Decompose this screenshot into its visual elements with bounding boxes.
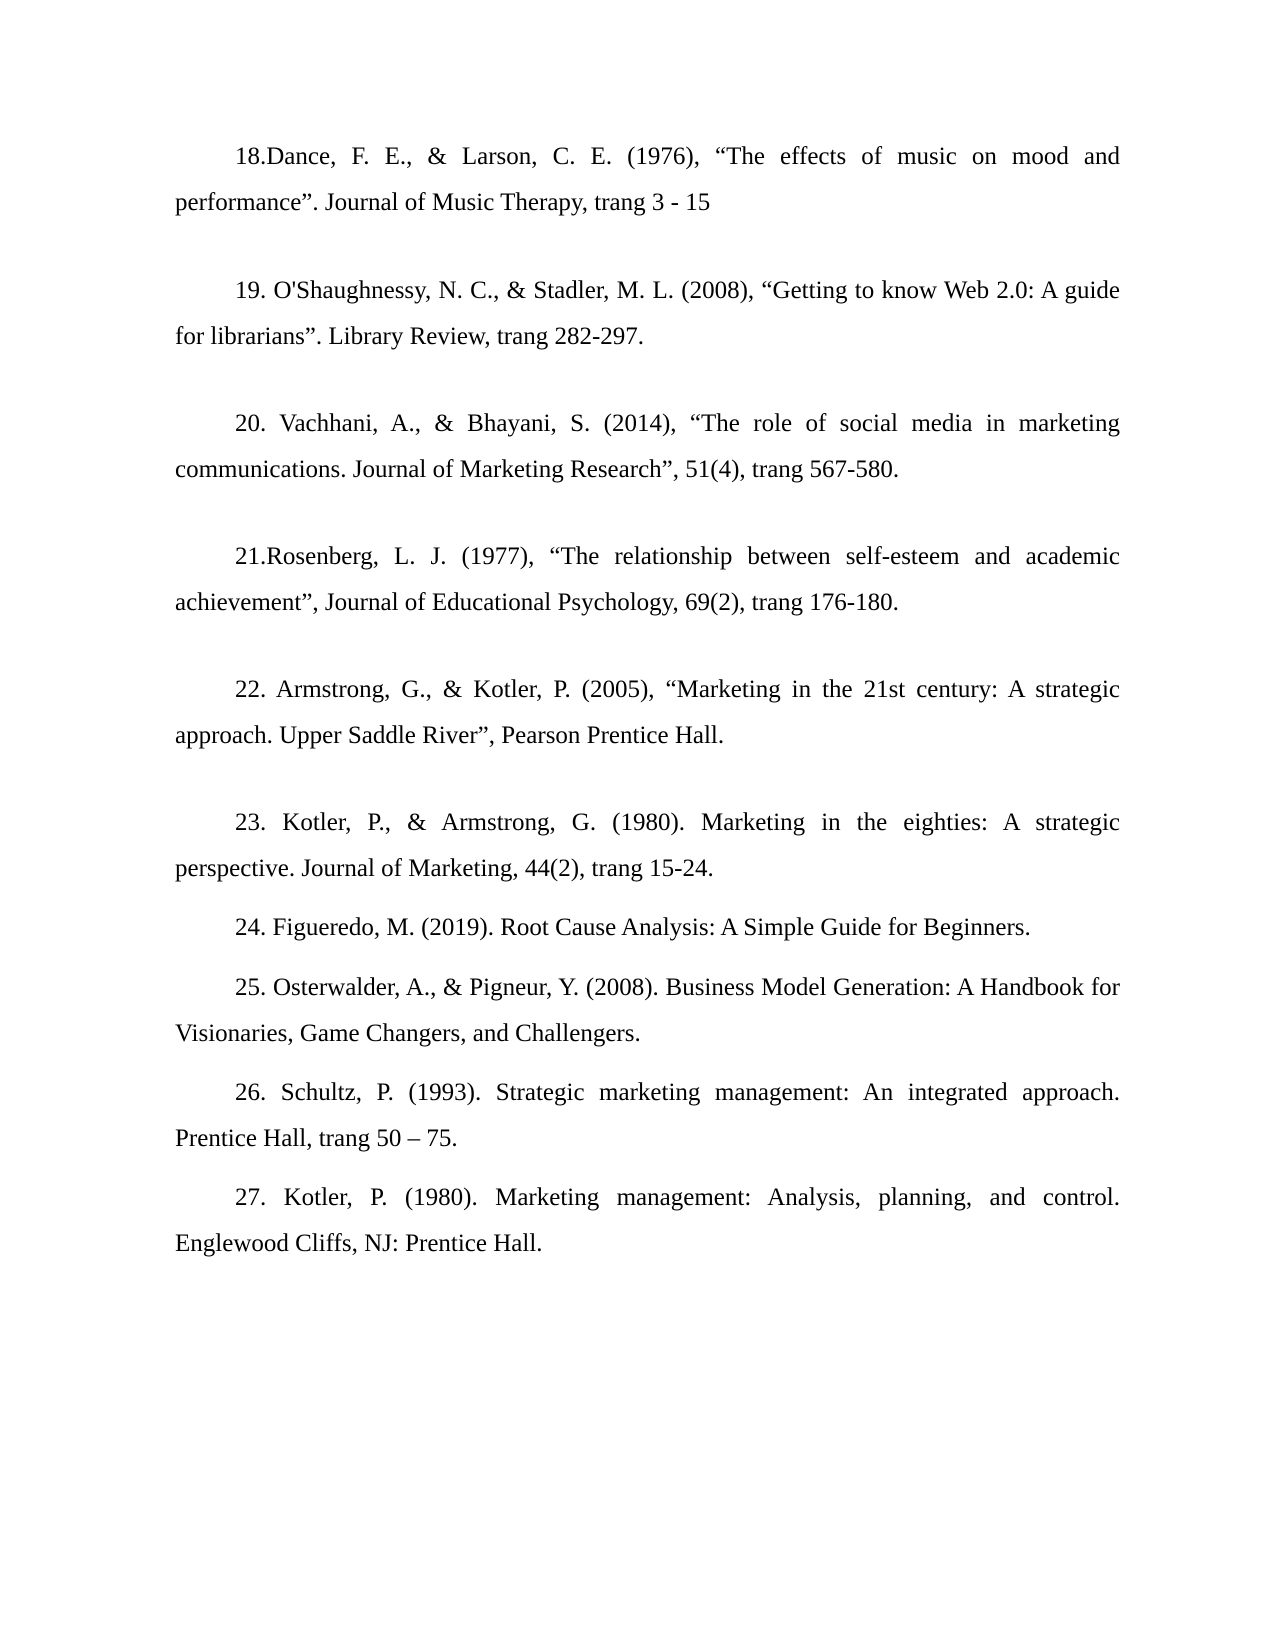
reference-18: 18.Dance, F. E., & Larson, C. E. (1976), “The effects of music on mood and performance”. Journal of Music Therapy, trang 3 - 15 — [175, 143, 1120, 216]
reference-22: 22. Armstrong, G., & Kotler, P. (2005), “Marketing in the 21st century: A strategic approach. Upper Saddle River”, Pearson Prentice Hall. — [175, 676, 1120, 749]
reference-25: 25. Osterwalder, A., & Pigneur, Y. (2008). Business Model Generation: A Handbook for Visionaries, Game Changers, and Challengers. — [175, 974, 1120, 1047]
reference-27: 27. Kotler, P. (1980). Marketing management: Analysis, planning, and control. Englewood Cliffs, NJ: Prentice Hall. — [175, 1184, 1120, 1257]
reference-23: 23. Kotler, P., & Armstrong, G. (1980). Marketing in the eighties: A strategic perspective. Journal of Marketing, 44(2), trang 15-24. — [175, 809, 1120, 882]
reference-20: 20. Vachhani, A., & Bhayani, S. (2014), “The role of social media in marketing communications. Journal of Marketing Research”, 51(4), trang 567-580. — [175, 410, 1120, 483]
reference-26: 26. Schultz, P. (1993). Strategic marketing management: An integrated approach. Prentice Hall, trang 50 – 75. — [175, 1079, 1120, 1152]
reference-24: 24. Figueredo, M. (2019). Root Cause Analysis: A Simple Guide for Beginners. — [235, 914, 1031, 941]
reference-21: 21.Rosenberg, L. J. (1977), “The relationship between self-esteem and academic achievement”, Journal of Educational Psychology, 69(2), trang 176-180. — [175, 543, 1120, 616]
reference-19: 19. O'Shaughnessy, N. C., & Stadler, M. L. (2008), “Getting to know Web 2.0: A guide for librarians”. Library Review, trang 282-297. — [175, 277, 1120, 350]
